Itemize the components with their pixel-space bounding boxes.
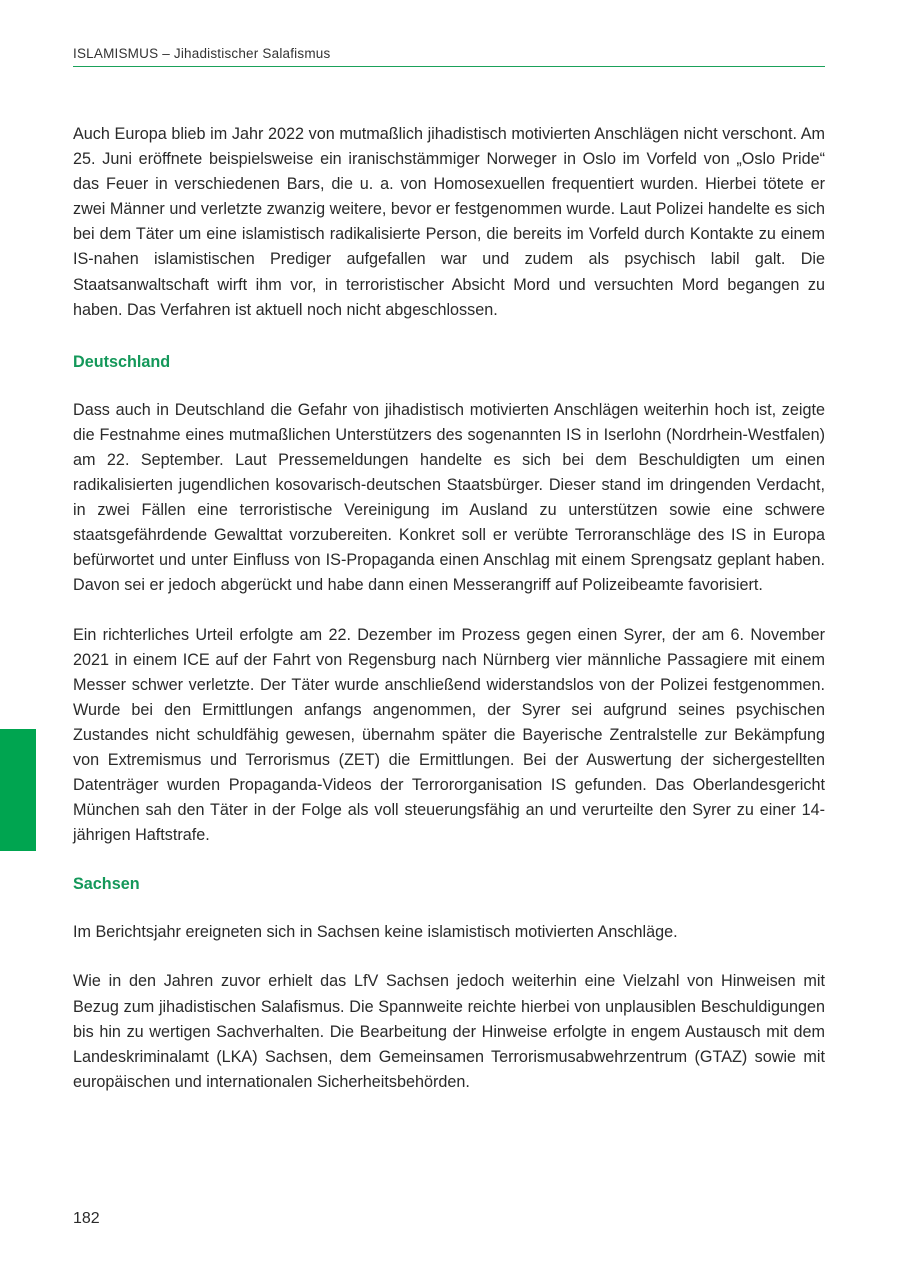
page-number: 182 [73, 1210, 100, 1227]
chapter-marker-tab [0, 729, 36, 851]
section-heading-deutschland: Deutschland [73, 352, 171, 371]
section-heading-sachsen: Sachsen [73, 875, 140, 894]
running-header [73, 45, 825, 67]
paragraph-iserlohn: Dass auch in Deutschland die Gefahr von jihadistisch motivierten Anschlägen weiterhin hoch ist, zeigte die Festnahme eines mutmaßlichen Unterstützers des sogenannten IS in Iserlohn (Nordrhein-Westfalen) am 22. September. Laut Pressemeldungen handelte es sich bei dem Beschuldigten um einen radikalisierten jugendlichen kosovarisch-deutschen Staatsbürger. Dieser stand im dringenden Verdacht, in zwei Fällen eine terroristische Vereinigung im Ausland zu unterstützen sowie eine schwere staatsgefährdende Gewalttat vorzubereiten. Konkret soll er verübte Terroranschläge des IS in Europa befürwortet und unter Einfluss von IS-Propaganda einen Anschlag mit einem Sprengsatz geplant haben. Davon sei er jedoch abgerückt und habe dann einen Messerangriff auf Polizeibeamte favorisiert. [73, 400, 825, 595]
main-content [73, 122, 825, 1095]
paragraph-ice-urteil: Ein richterliches Urteil erfolgte am 22. Dezember im Prozess gegen einen Syrer, der am 6. November 2021 in einem ICE auf der Fahrt von Regensburg nach Nürnberg vier männliche Passagiere mit einem Messer schwer verletzte. Der Täter wurde anschließend widerstandslos von der Polizei festgenommen. Wurde bei den Ermittlungen anfangs angenommen, der Syrer sei aufgrund seines psychischen Zustandes nicht schuldfähig gewesen, übernahm später die Bayerische Zentralstelle zur Bekämpfung von Extremismus und Terrorismus (ZET) die Ermittlungen. Bei der Auswertung der sichergestellten Datenträger wurden Propaganda-Videos der Terrororganisation IS gefunden. Das Oberlandesgericht München sah den Täter in der Folge als voll steuerungsfähig an und verurteilte den Syrer zu einer 14-jährigen Haftstrafe. [73, 625, 825, 845]
paragraph-europa: Auch Europa blieb im Jahr 2022 von mutmaßlich jihadistisch motivierten Anschlägen nicht verschont. Am 25. Juni eröffnete beispielsweise ein iranischstämmiger Norweger in Oslo im Vorfeld von „Oslo Pride“ das Feuer in verschiedenen Bars, die u. a. von Homosexuellen frequentiert wurden. Hierbei tötete er zwei Männer und verletzte zwanzig weitere, bevor er festgenommen wurde. Laut Polizei handelte es sich bei dem Täter um eine islamistisch radikalisierte Person, die bereits im Vorfeld durch Kontakte zu einem IS-nahen islamistischen Prediger aufgefallen war und zudem als psychisch labil galt. Die Staatsanwaltschaft wirft ihm vor, in terroristischer Absicht Mord und versuchten Mord begangen zu haben. Das Verfahren ist aktuell noch nicht abgeschlossen. [73, 125, 825, 319]
running-header-title: ISLAMISMUS – Jihadistischer Salafismus [73, 46, 331, 61]
paragraph-lfv-hinweise: Wie in den Jahren zuvor erhielt das LfV Sachsen jedoch weiterhin eine Vielzahl von Hinweisen mit Bezug zum jihadistischen Salafismus. Die Spannweite reichte hierbei von unplausiblen Beschuldigungen bis hin zu wertigen Sachverhalten. Die Bearbeitung der Hinweise erfolgte in engem Austausch mit dem Landeskriminalamt (LKA) Sachsen, dem Gemeinsamen Terrorismusabwehrzentrum (GTAZ) sowie mit europäischen und internationalen Sicherheitsbehörden. [73, 972, 825, 1091]
paragraph-sachsen-keine-anschlaege: Im Berichtsjahr ereigneten sich in Sachsen keine islamistisch motivierten Anschläge. [73, 923, 678, 942]
